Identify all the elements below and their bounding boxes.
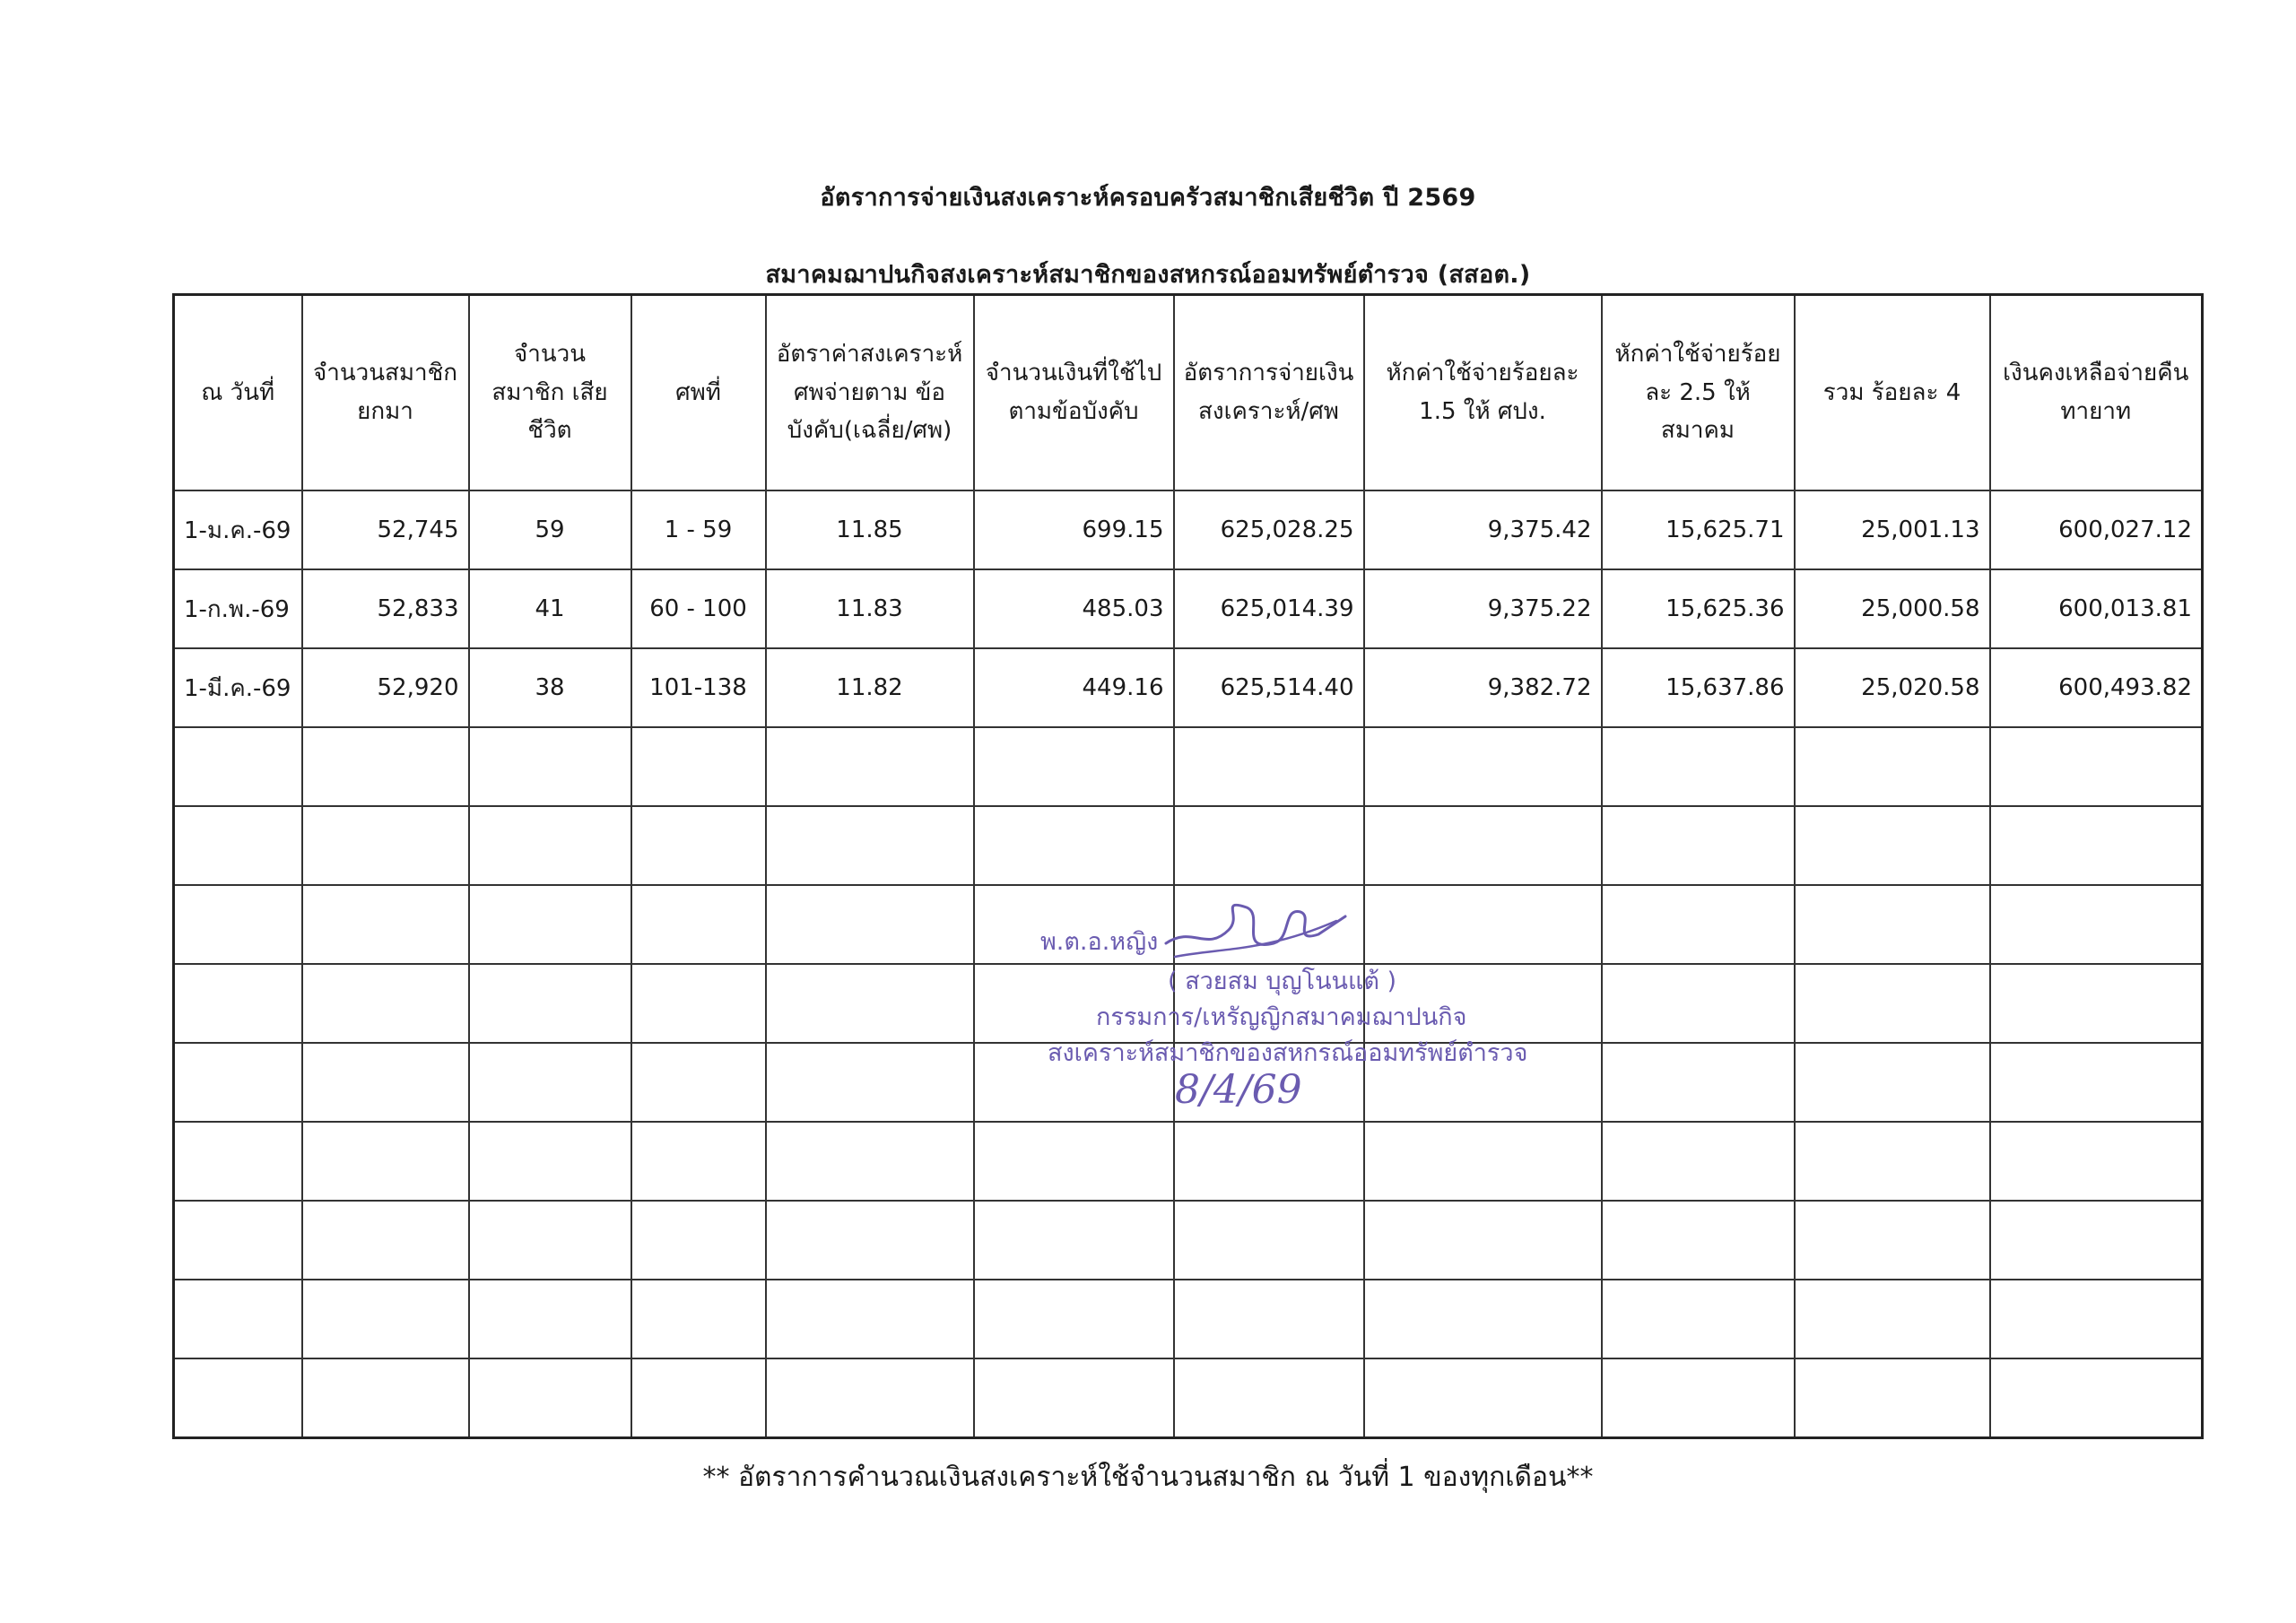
cell-deduct-2-5: 15,637.86 xyxy=(1602,648,1795,727)
cell-date: 1-มี.ค.-69 xyxy=(174,648,302,727)
header-case-range: ศพที่ xyxy=(631,295,766,491)
header-remaining-heirs: เงินคงเหลือจ่ายคืน ทายาท xyxy=(1990,295,2203,491)
cell-deduct-2-5: 15,625.71 xyxy=(1602,490,1795,569)
cell-amount-used: 699.15 xyxy=(974,490,1174,569)
header-amount-used: จำนวนเงินที่ใช้ไป ตามข้อบังคับ xyxy=(974,295,1174,491)
table-row xyxy=(174,490,2203,569)
header-rate-per-case: อัตราค่าสงเคราะห์ ศพจ่ายตาม ข้อบังคับ(เฉลี่ย/ศพ) xyxy=(766,295,974,491)
signatory-rank: พ.ต.อ.หญิง xyxy=(1040,928,1159,956)
cell-date: 1-ก.พ.-69 xyxy=(174,569,302,648)
cell-date: 1-ม.ค.-69 xyxy=(174,490,302,569)
cell-members-deceased: 59 xyxy=(469,490,631,569)
document-title: อัตราการจ่ายเงินสงเคราะห์ครอบครัวสมาชิกเสียชีวิต ปี 2569 xyxy=(820,184,1476,212)
header-date: ณ วันที่ xyxy=(174,295,302,491)
header-deduct-1-5: หักค่าใช้จ่ายร้อยละ 1.5 ให้ ศปง. xyxy=(1364,295,1602,491)
cell-case-range: 101-138 xyxy=(631,648,766,727)
cell-rate-per-case: 11.82 xyxy=(766,648,974,727)
empty-row xyxy=(174,806,2203,885)
cell-rate-per-case: 11.83 xyxy=(766,569,974,648)
cell-amount-used: 449.16 xyxy=(974,648,1174,727)
header-total-4: รวม ร้อยละ 4 xyxy=(1795,295,1990,491)
payment-rate-table xyxy=(172,293,2204,1439)
cell-total-4: 25,001.13 xyxy=(1795,490,1990,569)
empty-row xyxy=(174,1201,2203,1280)
table-row xyxy=(174,569,2203,648)
signatory-name: ( สวยสม บุญโนนแต้ ) xyxy=(1168,968,1397,995)
cell-deduct-1-5: 9,375.42 xyxy=(1364,490,1602,569)
header-members-deceased: จำนวนสมาชิก เสียชีวิต xyxy=(469,295,631,491)
signature-date: 8/4/69 xyxy=(1175,1067,1302,1113)
cell-case-range: 1 - 59 xyxy=(631,490,766,569)
cell-members-deceased: 38 xyxy=(469,648,631,727)
header-row xyxy=(174,295,2203,491)
cell-members-forward: 52,833 xyxy=(302,569,469,648)
cell-total-4: 25,000.58 xyxy=(1795,569,1990,648)
empty-row xyxy=(174,1122,2203,1201)
cell-rate-per-case: 11.85 xyxy=(766,490,974,569)
cell-members-forward: 52,920 xyxy=(302,648,469,727)
cell-amount-used: 485.03 xyxy=(974,569,1174,648)
cell-total-4: 25,020.58 xyxy=(1795,648,1990,727)
signature-scribble xyxy=(1157,890,1354,970)
signatory-position-line2: สงเคราะห์สมาชิกของสหกรณ์ออมทรัพย์ตำรวจ xyxy=(1048,1039,1528,1067)
empty-row xyxy=(174,1280,2203,1358)
cell-deduct-2-5: 15,625.36 xyxy=(1602,569,1795,648)
empty-row xyxy=(174,1358,2203,1438)
cell-payment-rate: 625,514.40 xyxy=(1174,648,1364,727)
cell-members-forward: 52,745 xyxy=(302,490,469,569)
signatory-position-line1: กรรมการ/เหรัญญิกสมาคมฌาปนกิจ xyxy=(1096,1003,1467,1031)
cell-deduct-1-5: 9,375.22 xyxy=(1364,569,1602,648)
cell-case-range: 60 - 100 xyxy=(631,569,766,648)
cell-remaining-heirs: 600,493.82 xyxy=(1990,648,2203,727)
cell-payment-rate: 625,014.39 xyxy=(1174,569,1364,648)
empty-row xyxy=(174,727,2203,806)
cell-payment-rate: 625,028.25 xyxy=(1174,490,1364,569)
cell-deduct-1-5: 9,382.72 xyxy=(1364,648,1602,727)
footnote: ** อัตราการคำนวณเงินสงเคราะห์ใช้จำนวนสมาชิก ณ วันที่ 1 ของทุกเดือน** xyxy=(702,1462,1594,1493)
table-row xyxy=(174,648,2203,727)
header-payment-rate: อัตราการจ่ายเงิน สงเคราะห์/ศพ xyxy=(1174,295,1364,491)
cell-remaining-heirs: 600,013.81 xyxy=(1990,569,2203,648)
header-deduct-2-5: หักค่าใช้จ่ายร้อย ละ 2.5 ให้สมาคม xyxy=(1602,295,1795,491)
cell-remaining-heirs: 600,027.12 xyxy=(1990,490,2203,569)
cell-members-deceased: 41 xyxy=(469,569,631,648)
document-subtitle: สมาคมฌาปนกิจสงเคราะห์สมาชิกของสหกรณ์ออมทรัพย์ตำรวจ (สสอต.) xyxy=(765,261,1531,289)
header-members-forward: จำนวนสมาชิก ยกมา xyxy=(302,295,469,491)
